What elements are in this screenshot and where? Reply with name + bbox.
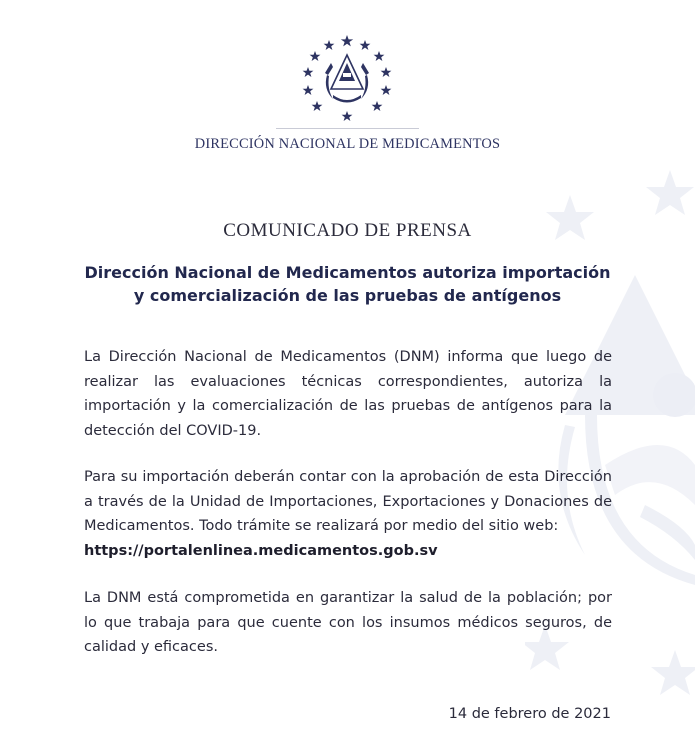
headline xyxy=(60,261,635,307)
body-paragraph-3: La DNM está comprometida en garantizar la salud de la población; por lo que trabaja para que cuente con los insumos médicos seguros, de calidad y eficaces. xyxy=(84,590,612,655)
headline-line-2: y comercialización de las pruebas de antígenos xyxy=(133,286,562,305)
header-divider xyxy=(276,128,419,129)
body-paragraph-1: La Dirección Nacional de Medicamentos (DNM) informa que luego de realizar las evaluaciones técnicas correspondientes, autoriza la importación y la comercialización de las pruebas de antígenos para la detección del COVID-19. xyxy=(84,349,612,439)
body-paragraph-2-text: Para su importación deberán contar con la aprobación de esta Dirección a través de la Unidad de Importaciones, Exportaciones y Donaciones de Medicamentos. Todo trámite se realizará por medio del sitio web: xyxy=(84,469,612,534)
headline-line-1: Dirección Nacional de Medicamentos autoriza importación xyxy=(84,263,611,282)
coat-of-arms-icon xyxy=(297,33,397,123)
watermark-emblem-icon xyxy=(525,165,695,756)
organization-name: DIRECCIÓN NACIONAL DE MEDICAMENTOS xyxy=(194,136,501,152)
portal-url-link[interactable]: https://portalenlinea.medicamentos.gob.sv xyxy=(84,542,438,559)
body-paragraph-2 xyxy=(84,465,612,563)
press-release-title: COMUNICADO DE PRENSA xyxy=(223,220,472,241)
release-date: 14 de febrero de 2021 xyxy=(448,706,611,722)
